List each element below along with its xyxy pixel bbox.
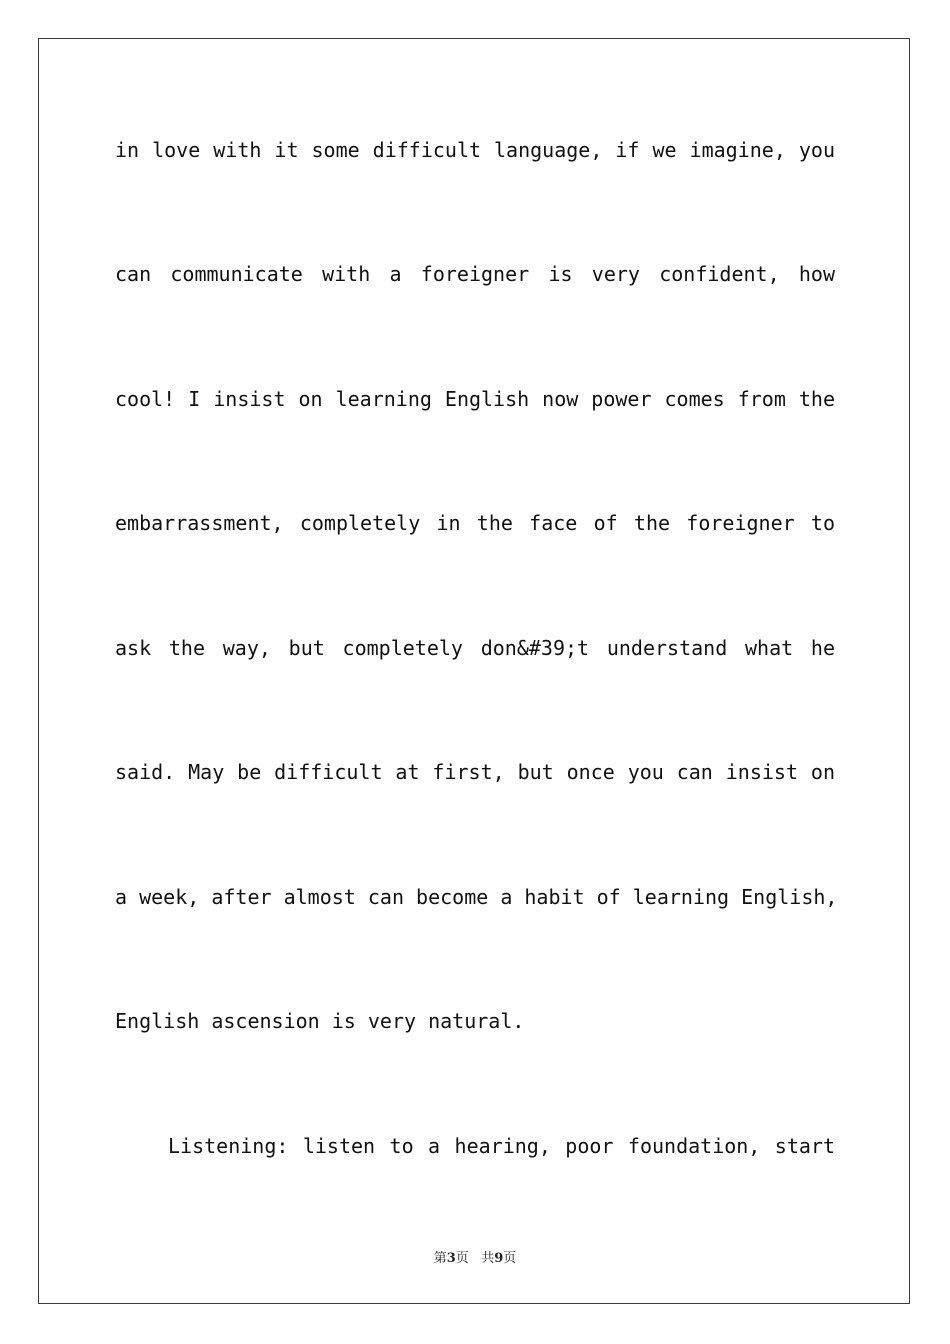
text-line: embarrassment, completely in the face of the foreigner to xyxy=(115,511,835,535)
total-page-count: 9 xyxy=(494,1251,504,1266)
text-line: cool! I insist on learning English now power comes from the xyxy=(115,387,835,411)
paragraph-end-line: English ascension is very natural. xyxy=(115,1009,525,1033)
text-line: said. May be difficult at first, but once you can insist on xyxy=(115,760,835,784)
text-line: in love with it some difficult language, if we imagine, you xyxy=(115,138,835,162)
footer-page-prefix: 第 xyxy=(433,1251,447,1266)
text-line: a week, after almost can become a habit of learning English, xyxy=(115,885,838,909)
text-line: can communicate with a foreigner is very confident, how xyxy=(115,262,835,286)
current-page-number: 3 xyxy=(446,1251,456,1266)
footer-total-suffix: 页 xyxy=(503,1251,517,1266)
page-number-footer xyxy=(0,1247,950,1266)
page-border xyxy=(38,38,910,1304)
footer-page-suffix: 页 xyxy=(455,1251,469,1266)
footer-total-prefix: 共 xyxy=(481,1251,495,1266)
text-line: ask the way, but completely don&#39;t understand what he xyxy=(115,636,835,660)
paragraph-start-line: Listening: listen to a hearing, poor foundation, start xyxy=(168,1134,835,1158)
